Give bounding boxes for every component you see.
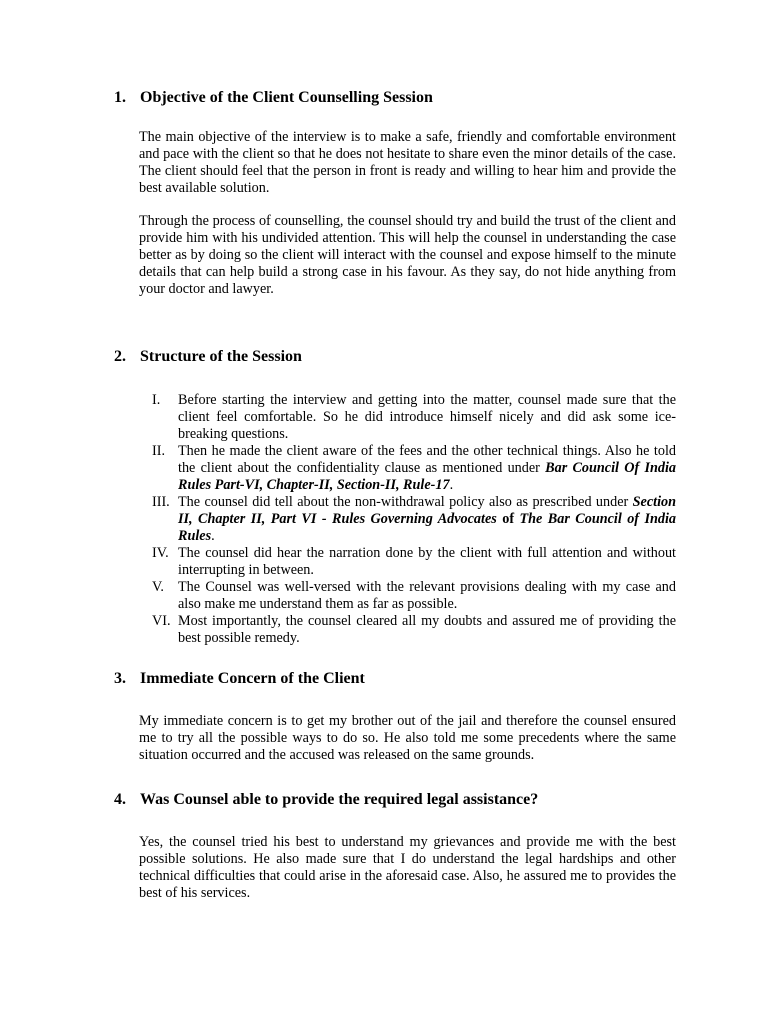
section-3-paragraph-1: My immediate concern is to get my brother out of the jail and therefore the counsel ensured me to try all the possible ways to do so. He also told me some precedents where the same situation occurred and the accused was released on the same grounds. [139,713,676,763]
list-item-text-end: . [449,477,454,493]
rule-reference-2: The Bar Council of India Rules [178,511,677,544]
list-item-numeral: V. [152,579,164,595]
list-item-numeral: IV. [152,545,169,561]
list-item-numeral: III. [152,494,170,510]
list-item-text-end: . [211,528,215,544]
list-item [152,494,676,545]
section-2-heading [114,347,302,367]
rule-reference: Section II, Chapter II, Part VI - Rules Governing Advocates [178,494,676,527]
list-item [152,545,676,579]
list-item-text: Most importantly, the counsel cleared all my doubts and assured me of providing the best possible remedy. [178,613,676,646]
section-1-paragraph-1: The main objective of the interview is to make a safe, friendly and comfortable environment and pace with the client so that he does not hesitate to share even the minor details of the case. The client should feel that the person in front is ready and willing to hear him and provide the best available solution. [139,129,676,196]
list-item-text: Before starting the interview and getting into the matter, counsel made sure that the client feel comfortable. So he did introduce himself nicely and did ask some ice-breaking questions. [178,392,676,442]
list-item-text: The counsel did tell about the non-withdrawal policy also as prescribed under [178,494,633,510]
list-item [152,443,676,494]
section-1-title: Objective of the Client Counselling Session [140,89,433,106]
section-1-paragraph-2: Through the process of counselling, the counsel should try and build the trust of the client and provide him with his undivided attention. This will help the counsel in understanding the case better as by doing so the client will interact with the counsel and expose himself to the minute details that can help build a strong case in his favour. As they say, do not hide anything from your doctor and lawyer. [139,213,676,297]
list-item-numeral: II. [152,443,165,459]
list-item [152,392,676,443]
list-item-numeral: I. [152,392,161,408]
list-item-text: The Counsel was well-versed with the relevant provisions dealing with my case and also make me understand them as far as possible. [178,579,676,612]
section-3-number: 3. [114,670,126,687]
section-4-paragraph-1: Yes, the counsel tried his best to understand my grievances and provide me with the best possible solutions. He also made sure that I do understand the legal hardships and other technical difficulties that could arise in the aforesaid case. Also, he assured me to provides the best of his services. [139,834,676,901]
section-4-number: 4. [114,791,126,808]
section-3-title: Immediate Concern of the Client [140,670,365,687]
section-4-title: Was Counsel able to provide the required legal assistance? [140,791,539,808]
section-2-number: 2. [114,348,126,365]
rule-reference: Bar Council Of India Rules Part-VI, Chapter-II, Section-II, Rule-17 [178,460,676,493]
list-item-text: Then he made the client aware of the fees and the other technical things. Also he told the client about the confidentiality clause as mentioned under [178,443,676,476]
list-item [152,613,676,647]
section-1-heading [114,88,433,108]
list-item-text: The counsel did hear the narration done by the client with full attention and without interrupting in between. [178,545,676,578]
section-3-heading [114,669,365,689]
list-item-text-mid: of [496,511,520,527]
list-item-numeral: VI. [152,613,171,629]
list-item [152,579,676,613]
section-2-title: Structure of the Session [140,348,302,365]
session-structure-list [152,392,676,647]
section-1-number: 1. [114,89,126,106]
section-4-heading [114,790,538,810]
